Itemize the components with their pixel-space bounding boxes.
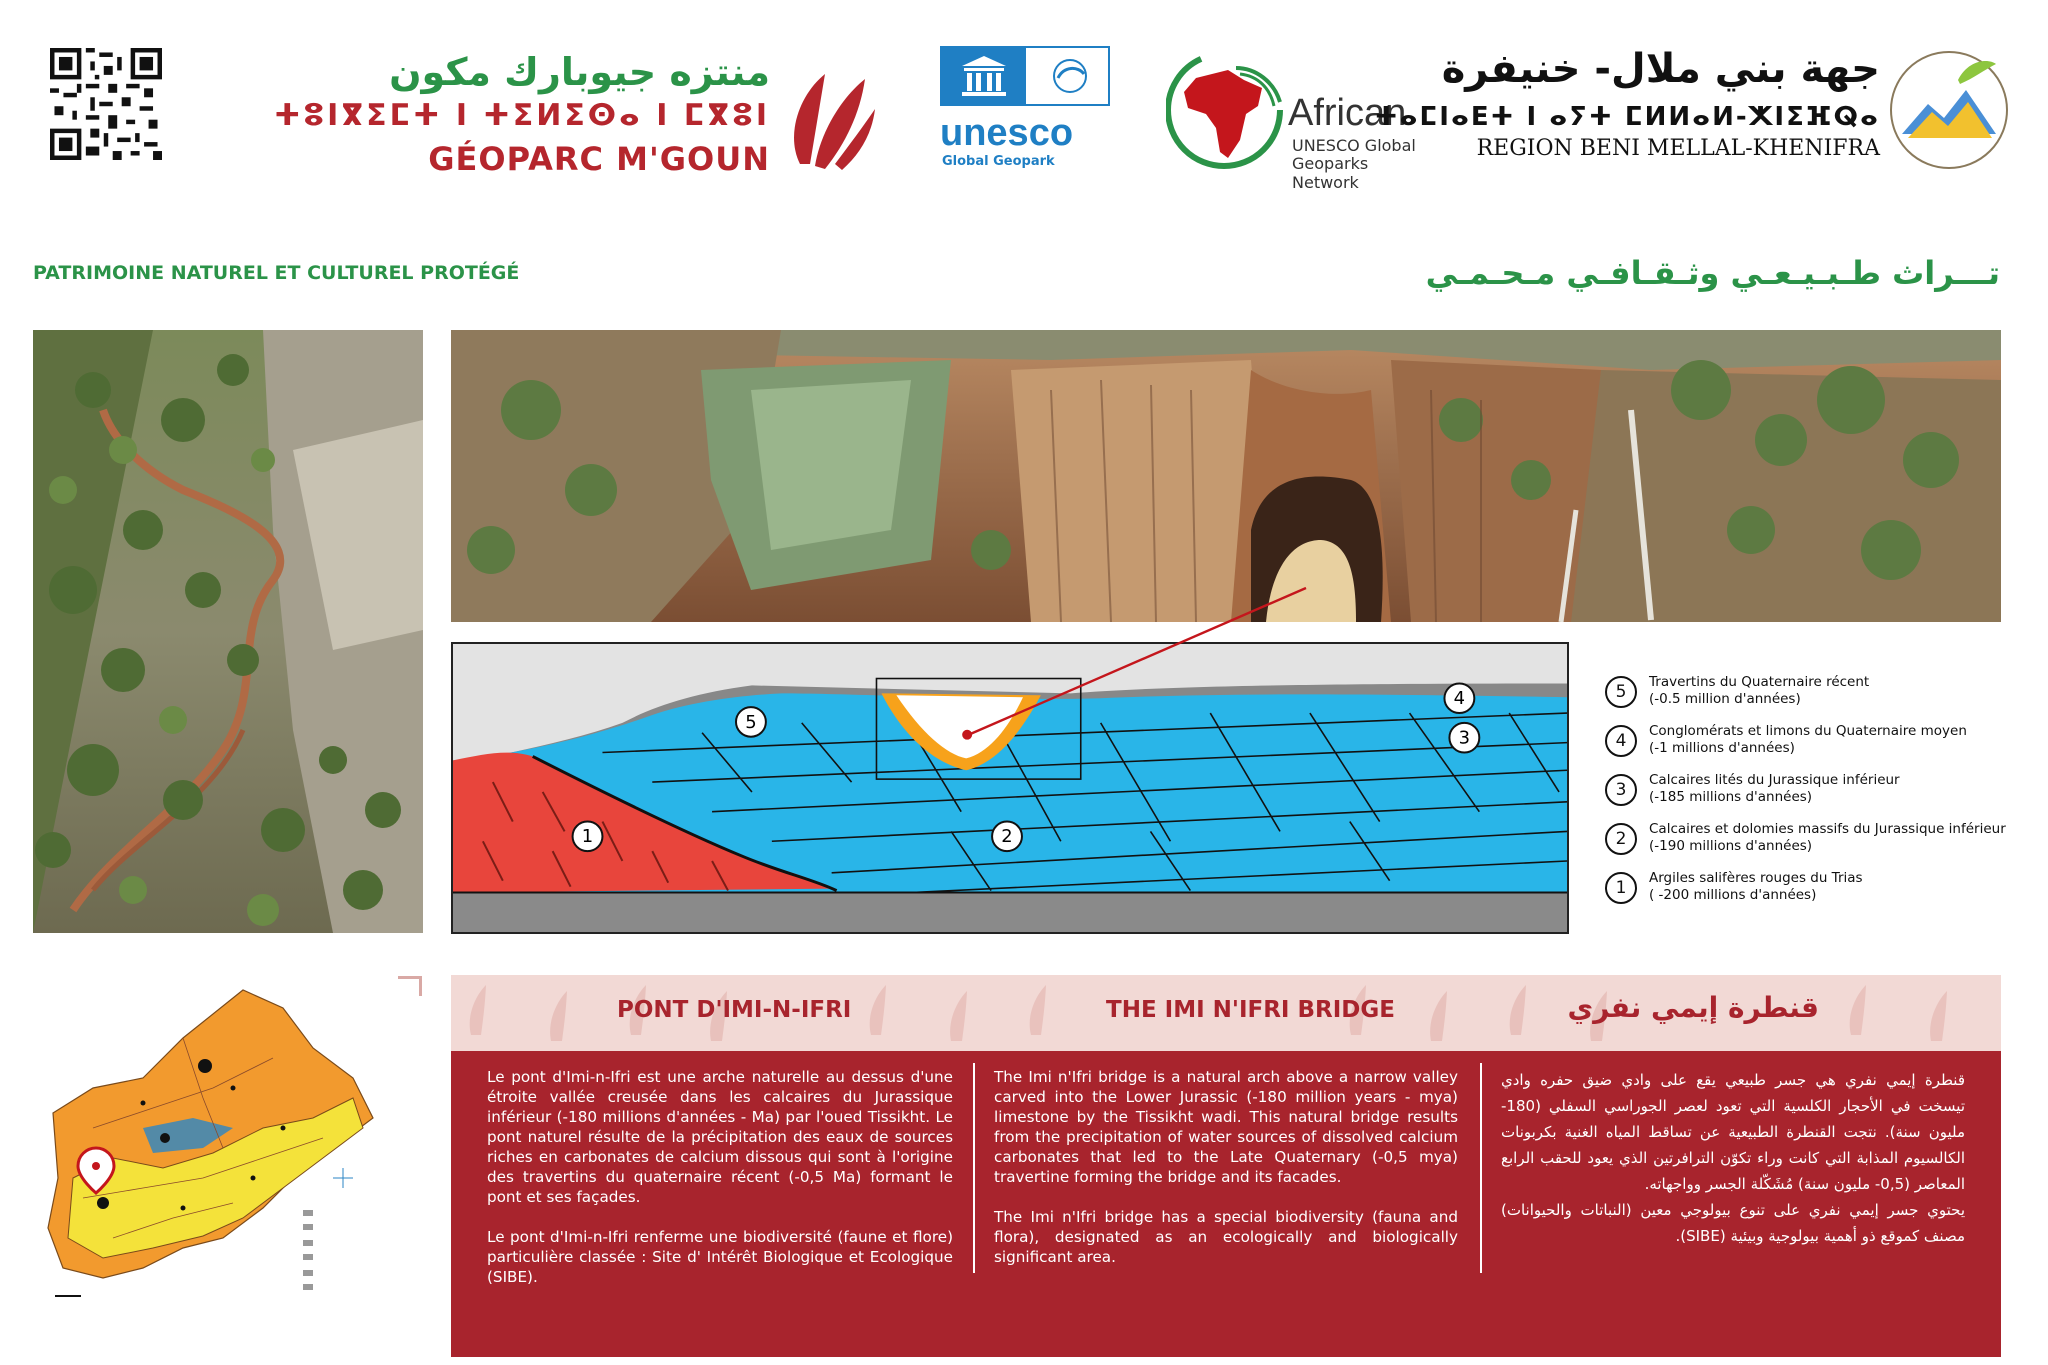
legend-item <box>1605 770 2025 818</box>
arabic-paragraph-1: قنطرة إيمي نفري هي جسر طبيعي يقع على وادي ضيق حفره وادي تيسخت في الأحجار الكلسية التي تعود لعصر الجوراسي السفلي (180- مليون سنة). نتجت القنطرة الطبيعية عن تساقط المياه الغنية بكربونات الكالسيوم المذابة التي كانت وراء تكوّن الترافرتين الذي يعود للحقب الرابع المعاصر (0,5- مليون سنة) مُشَكّلة الجسر وواجهاته. <box>1501 1071 1965 1193</box>
region-tifinagh-name: ⵜⴰⵎⵏⴰⴹⵜ ⵏ ⴰⵢⵜ ⵎⵍⵍⴰⵍ-ⵅⵏⵉⴼⵕⴰ <box>1374 102 1880 132</box>
african-wordmark: African <box>1288 92 1407 134</box>
cross-section-label-4-text: 4 <box>1453 688 1466 710</box>
legend-label: Calcaires et dolomies massifs du Jurassique inférieur <box>1649 821 2006 837</box>
legend-age: (-185 millions d'années) <box>1649 789 1813 805</box>
legend-label: Argiles salifères rouges du Trias <box>1649 870 1863 886</box>
canyon-path-photo <box>33 330 423 933</box>
african-subtitle-line2: Geoparks Network <box>1292 154 1369 192</box>
legend-number: 2 <box>1605 823 1637 855</box>
geopark-french-name: GÉOPARC M'GOUN <box>428 140 770 178</box>
arabic-paragraph-2: يحتوي جسر إيمي نفري على تنوع بيولوجي معين (النباتات والحيوانات) مصنف كموقع ذو أهمية بيولوجية وبيئية (SIBE). <box>1501 1201 1965 1245</box>
section-title-arabic: تـــراث طـبـيـعـي وثـقـافـي مـحـمـي <box>1425 254 2000 292</box>
geoparc-mgoun-logo <box>274 48 880 178</box>
region-beni-mellal-khenifra-logo <box>1374 46 2010 176</box>
pointer-line <box>451 580 1351 760</box>
info-panel-header <box>451 975 2001 1051</box>
legend-age: (-1 millions d'années) <box>1649 740 1795 756</box>
unesco-emblem-box <box>940 46 1110 106</box>
legend-item <box>1605 721 2025 769</box>
geology-legend <box>1605 672 2025 917</box>
cross-section-label-5-text: 5 <box>745 711 757 733</box>
legend-number: 5 <box>1605 676 1637 708</box>
geopark-arabic-name: منتزه جيوبارك مكون <box>389 50 770 94</box>
english-paragraph-1: The Imi n'Ifri bridge is a natural arch above a narrow valley carved into the Lower Jurassic (-180 million years - mya) limestone by the Tissikht wadi. This natural bridge results from the precipitation of water sources of dissolved calcium carbonates that led to the Late Quaternary (-0,5 mya) travertine forming the bridge and its facades. <box>994 1068 1458 1186</box>
region-emblem-icon <box>1888 46 2010 174</box>
cross-section-label-1-text: 1 <box>581 826 594 848</box>
panel-heading-french: PONT D'IMI-N-IFRI <box>617 997 852 1023</box>
legend-item <box>1605 819 2025 867</box>
legend-label: Travertins du Quaternaire récent <box>1649 674 1870 690</box>
legend-item <box>1605 868 2025 916</box>
region-french-name: REGION BENI MELLAL-KHENIFRA <box>1476 136 1880 161</box>
qr-code <box>50 48 162 160</box>
arabic-text-column <box>1501 1067 1965 1269</box>
legend-number: 4 <box>1605 725 1637 757</box>
unesco-temple-icon <box>942 48 1026 104</box>
africa-map-icon <box>1166 48 1290 178</box>
legend-number: 1 <box>1605 872 1637 904</box>
cross-section-label-3-text: 3 <box>1458 727 1471 749</box>
african-subtitle-line1: UNESCO Global <box>1292 136 1416 155</box>
unesco-subtitle: Global Geopark <box>942 154 1055 169</box>
french-text-column <box>487 1067 953 1307</box>
panel-heading-arabic: قنطرة إيمي نفري <box>1567 991 1819 1024</box>
legend-number: 3 <box>1605 774 1637 806</box>
legend-label: Conglomérats et limons du Quaternaire moyen <box>1649 723 1967 739</box>
section-title-french: PATRIMOINE NATUREL ET CULTUREL PROTÉGÉ <box>33 262 520 284</box>
unesco-wordmark: unesco <box>940 112 1074 154</box>
info-panel-body <box>451 1051 2001 1357</box>
legend-age: (-190 millions d'années) <box>1649 838 1813 854</box>
legend-item <box>1605 672 2025 720</box>
region-arabic-name: جهة بني ملال- خنيفرة <box>1441 46 1880 92</box>
cross-section-label-2-text: 2 <box>1001 826 1013 848</box>
legend-age: ( -200 millions d'années) <box>1649 887 1817 903</box>
french-paragraph-2: Le pont d'Imi-n-Ifri renferme une biodiversité (faune et flore) particulière classée : Site d' Intérêt Biologique et Ecologique (SIBE). <box>487 1228 953 1286</box>
legend-label: Calcaires lités du Jurassique inférieur <box>1649 772 1900 788</box>
unesco-global-geopark-logo <box>940 46 1110 174</box>
imi-nifri-bridge-photo <box>451 330 2001 622</box>
panel-heading-english: THE IMI N'IFRI BRIDGE <box>1106 997 1395 1023</box>
english-paragraph-2: The Imi n'Ifri bridge has a special biodiversity (fauna and flora), designated as an ecologically and biologically significant area. <box>994 1208 1458 1266</box>
globe-icon <box>1050 56 1090 96</box>
column-divider <box>973 1063 975 1273</box>
column-divider <box>1480 1063 1482 1273</box>
geopark-tifinagh-name: ⵜⵓⵏⴳⵉⵎⵜ ⵏ ⵜⵉⵍⵉⵙⴰ ⵏ ⵎⴳⵓⵏ <box>274 98 770 133</box>
english-text-column <box>994 1067 1458 1287</box>
geopark-location-map <box>33 978 423 1308</box>
french-paragraph-1: Le pont d'Imi-n-Ifri est une arche naturelle au dessus d'une étroite vallée creusée dans les calcaires du Jurassique inférieur (-180 millions d'années - Ma) par l'oued Tissikht. Le pont naturel résulte de la précipitation des eaux de sources riches en carbonates de calcium dissous qui sont à l'origine des travertins du quaternaire récent (-0,5 Ma) formant le pont et ses façades. <box>487 1068 953 1206</box>
legend-age: (-0.5 million d'années) <box>1649 691 1801 707</box>
footprint-icon <box>780 54 880 174</box>
